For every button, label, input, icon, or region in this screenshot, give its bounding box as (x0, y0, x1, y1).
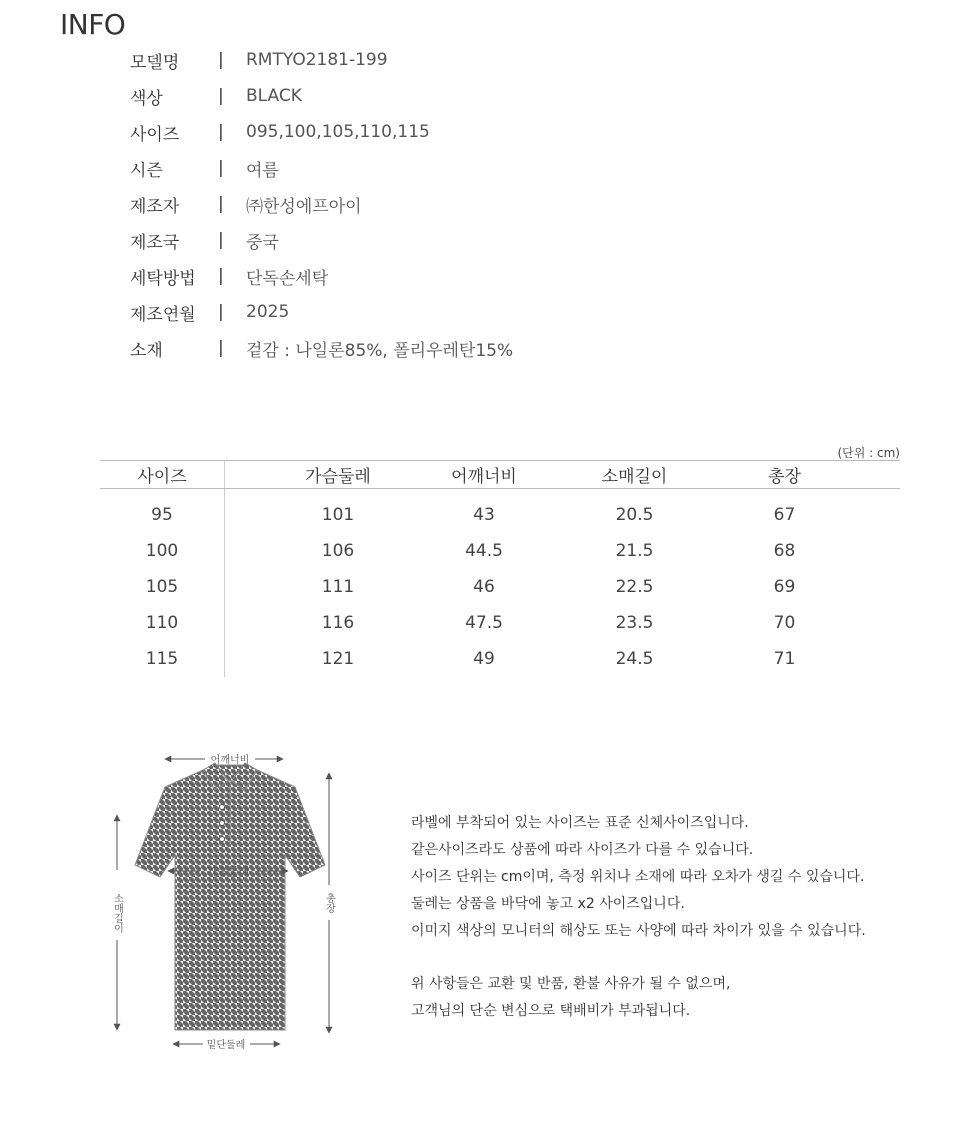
column-header: 가슴둘레 (225, 461, 452, 489)
product-info-list (130, 42, 513, 366)
info-separator: | (218, 158, 224, 178)
info-label: 제조자 (130, 196, 180, 217)
table-cell: 67 (773, 505, 796, 525)
table-cell: 110 (100, 605, 225, 641)
note-line: 라벨에 부착되어 있는 사이즈는 표준 신체사이즈입니다. (411, 815, 749, 831)
note-line: 이미지 색상의 모니터의 해상도 또는 사양에 따라 차이가 있을 수 있습니다. (411, 923, 866, 939)
chest-label: 가슴둘레 (206, 865, 250, 878)
size-notes (411, 810, 866, 1025)
info-row-size (130, 114, 513, 150)
table-cell: 116 (321, 613, 355, 633)
table-cell: 20.5 (615, 505, 654, 525)
column-header: 어깨너비 (451, 461, 517, 489)
table-cell: 100 (100, 533, 225, 569)
table-header-row (100, 461, 900, 489)
table-cell: 115 (100, 641, 225, 677)
table-cell: 47.5 (465, 613, 503, 633)
table-cell: 21.5 (615, 541, 654, 561)
note-line: 같은사이즈라도 상품에 따라 사이즈가 다를 수 있습니다. (411, 842, 754, 858)
header-spacer (817, 461, 900, 489)
table-spacer (817, 641, 900, 677)
note-gap (411, 945, 866, 971)
shirt-measurement-diagram (105, 745, 355, 1055)
note-line: 둘레는 상품을 바닥에 놓고 x2 사이즈입니다. (411, 896, 685, 912)
info-separator: | (218, 194, 224, 214)
table-row (100, 605, 900, 641)
table-cell: 106 (321, 541, 355, 561)
table-spacer (817, 489, 900, 534)
info-separator: | (218, 230, 224, 250)
info-separator: | (218, 302, 224, 322)
page-title: INFO (60, 8, 126, 41)
table-cell: 95 (100, 489, 225, 534)
note-line: 위 사항들은 교환 및 반품, 환불 사유가 될 수 없으며, (411, 976, 731, 992)
info-label: 색상 (130, 88, 163, 109)
table-spacer (817, 605, 900, 641)
info-separator: | (218, 50, 224, 70)
table-cell: 111 (321, 577, 355, 597)
info-separator: | (218, 122, 224, 142)
table-cell: 22.5 (615, 577, 654, 597)
table-cell: 46 (473, 577, 495, 597)
unit-label: (단위 : cm) (837, 446, 900, 460)
info-separator: | (218, 86, 224, 106)
size-table (100, 460, 900, 677)
column-header: 소매길이 (517, 461, 752, 489)
info-value: 단독손세탁 (246, 268, 329, 289)
info-row-manufacturer (130, 186, 513, 222)
table-cell: 70 (773, 613, 796, 633)
length-label: 총장 (323, 893, 335, 913)
note-line: 사이즈 단위는 cm이며, 측정 위치나 소재에 따라 오차가 생길 수 있습니다. (411, 869, 865, 885)
info-value: 겉감 : 나일론85%, 폴리우레탄15% (246, 340, 514, 361)
info-row-country (130, 222, 513, 258)
table-row (100, 569, 900, 605)
info-row-color (130, 78, 513, 114)
table-cell: 23.5 (615, 613, 654, 633)
table-row (100, 489, 900, 534)
info-value: RMTYO2181-199 (246, 50, 388, 70)
info-value: ㈜한성에프아이 (246, 196, 362, 217)
table-cell: 121 (321, 649, 355, 669)
info-value: BLACK (246, 86, 302, 106)
table-cell: 71 (773, 649, 796, 669)
note-line: 고객님의 단순 변심으로 택배비가 부과됩니다. (411, 1003, 691, 1019)
info-label: 모델명 (130, 52, 180, 73)
table-spacer (817, 533, 900, 569)
shoulder-label: 어깨너비 (210, 755, 250, 766)
table-cell: 69 (773, 577, 796, 597)
info-label: 세탁방법 (130, 268, 196, 289)
column-header: 사이즈 (100, 461, 225, 489)
table-cell: 105 (100, 569, 225, 605)
info-label: 사이즈 (130, 124, 180, 145)
table-cell: 43 (473, 505, 495, 525)
info-label: 제조국 (130, 232, 180, 253)
info-row-material (130, 330, 513, 366)
info-value: 2025 (246, 302, 290, 322)
table-cell: 101 (321, 505, 355, 525)
info-row-model (130, 42, 513, 78)
info-row-date (130, 294, 513, 330)
table-row (100, 641, 900, 677)
table-spacer (817, 569, 900, 605)
info-row-season (130, 150, 513, 186)
info-row-washing (130, 258, 513, 294)
column-header: 총장 (752, 461, 817, 489)
table-cell: 24.5 (615, 649, 654, 669)
info-separator: | (218, 338, 224, 358)
table-row (100, 533, 900, 569)
info-value: 중국 (246, 232, 279, 253)
table-cell: 44.5 (465, 541, 503, 561)
info-label: 소재 (130, 340, 163, 361)
hem-label: 밑단둘레 (206, 1040, 246, 1051)
table-cell: 68 (773, 541, 796, 561)
sleeve-label: 소매길이 (111, 893, 123, 933)
info-value: 여름 (246, 160, 279, 181)
info-label: 시즌 (130, 160, 163, 181)
info-separator: | (218, 266, 224, 286)
table-cell: 49 (473, 649, 495, 669)
info-label: 제조연월 (130, 304, 196, 325)
info-value: 095,100,105,110,115 (246, 122, 430, 142)
